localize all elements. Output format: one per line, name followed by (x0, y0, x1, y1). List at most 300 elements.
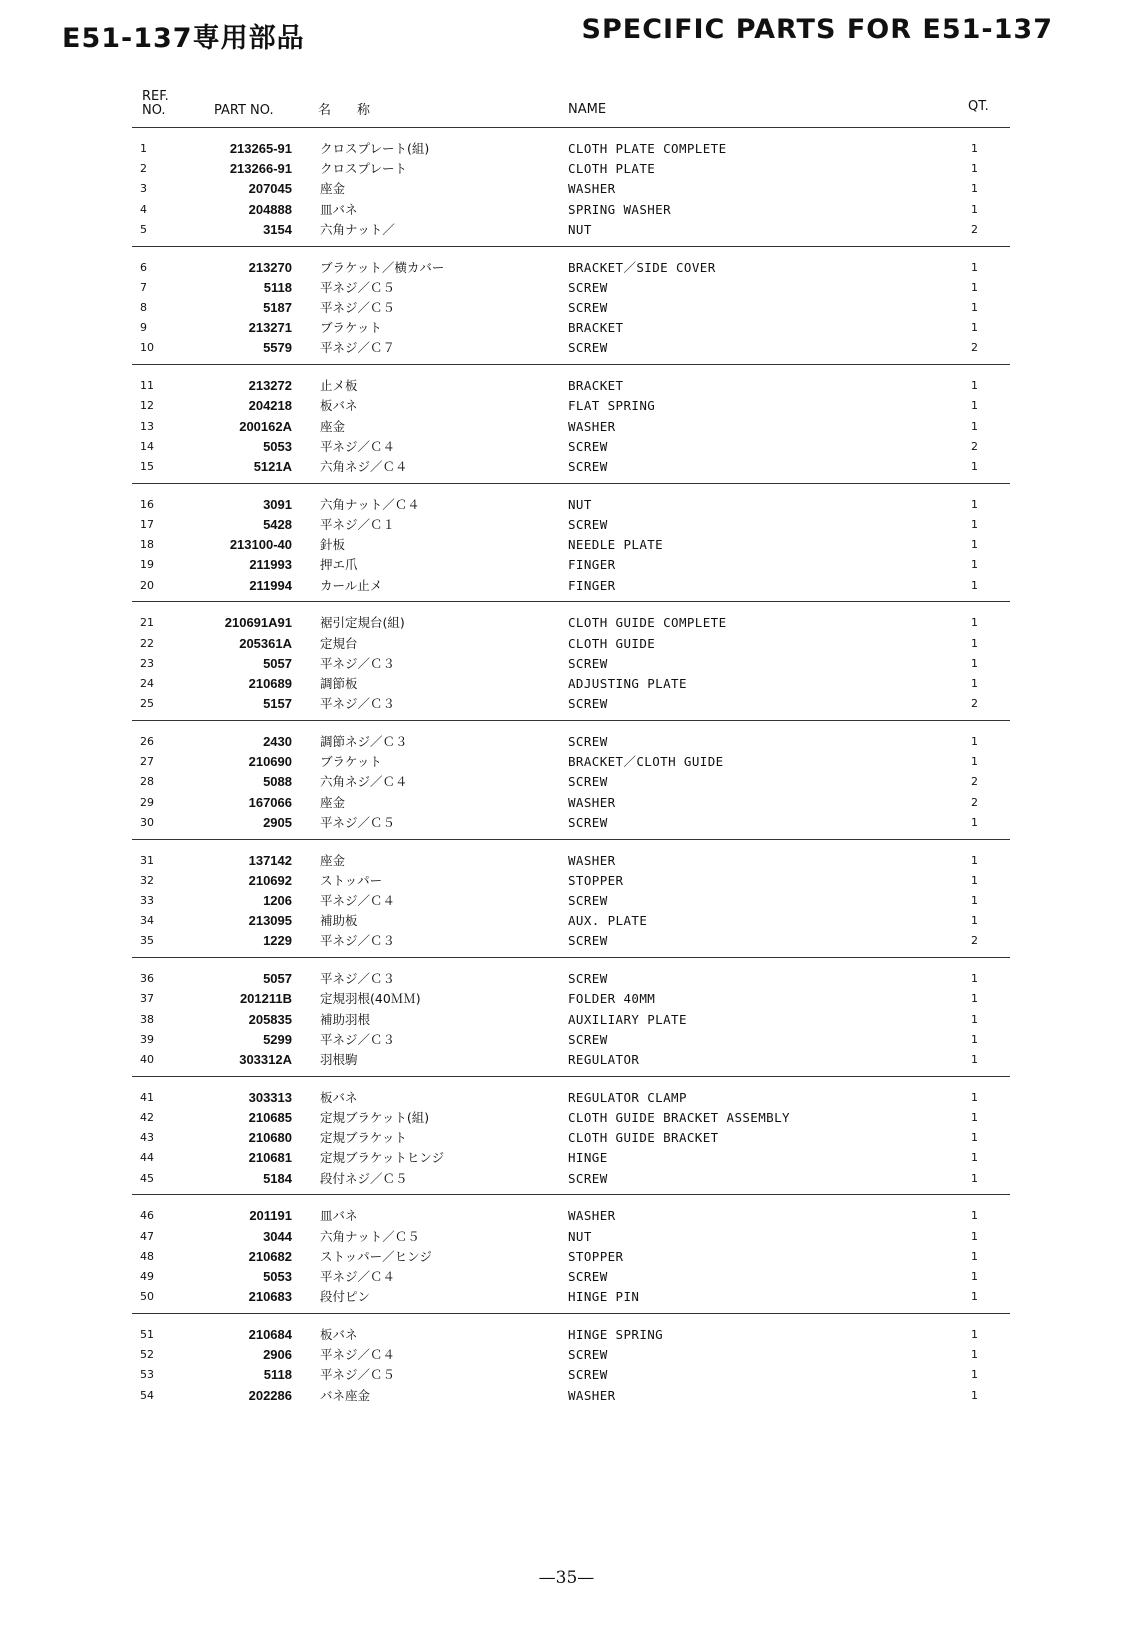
table-row (132, 1108, 1010, 1128)
page-number: —35— (538, 1568, 595, 1588)
ref-number: 25 (140, 697, 154, 711)
quantity: 1 (971, 1388, 978, 1402)
part-name-en: SCREW (568, 340, 608, 356)
parts-group (132, 495, 1010, 600)
ref-number: 26 (140, 735, 154, 748)
page-title-en: SPECIFIC PARTS FOR E51-137 (581, 14, 1053, 45)
part-name-en: AUX. PLATE (568, 913, 648, 929)
quantity: 1 (971, 1229, 978, 1243)
quantity: 1 (971, 1290, 978, 1304)
quantity: 1 (971, 873, 978, 887)
quantity: 1 (971, 321, 978, 335)
quantity: 1 (971, 1151, 978, 1165)
quantity: 1 (971, 399, 978, 413)
table-row (132, 318, 1010, 338)
quantity: 1 (971, 1012, 978, 1026)
part-name-jp: 止メ板 (320, 378, 358, 394)
quantity: 1 (971, 893, 978, 907)
ref-number: 36 (140, 972, 154, 986)
table-row (132, 1227, 1010, 1247)
part-name-jp: 平ネジ／Ｃ３ (320, 1031, 396, 1047)
group-divider (132, 957, 1010, 958)
ref-number: 49 (140, 1269, 154, 1283)
ref-number: 3 (140, 182, 147, 196)
parts-group (132, 258, 1010, 363)
part-number: 213271 (248, 320, 292, 336)
part-name-jp: 平ネジ／Ｃ５ (320, 814, 396, 830)
part-name-jp: 板バネ (320, 1089, 358, 1105)
ref-number: 51 (140, 1328, 154, 1341)
part-number: 210685 (248, 1109, 292, 1125)
group-divider (132, 1076, 1010, 1077)
quantity: 1 (971, 1368, 978, 1382)
ref-number: 6 (140, 260, 147, 274)
ref-number: 44 (140, 1151, 154, 1165)
part-name-jp: 補助羽根 (320, 1011, 371, 1027)
part-name-jp: 皿バネ (320, 1208, 358, 1224)
ref-number: 14 (140, 439, 154, 453)
part-name-en: HINGE (568, 1150, 608, 1166)
table-row (132, 437, 1010, 457)
part-number: 5184 (263, 1170, 292, 1186)
part-name-en: FLAT SPRING (568, 398, 656, 414)
table-row (132, 694, 1010, 714)
table-row (132, 278, 1010, 298)
table-row (132, 1169, 1010, 1189)
part-name-en: SCREW (568, 933, 608, 949)
part-number: 303312A (239, 1051, 292, 1067)
part-name-jp: 座金 (320, 794, 346, 810)
part-number: 210690 (248, 754, 292, 770)
table-row (132, 535, 1010, 555)
part-number: 213265-91 (229, 141, 292, 156)
part-name-jp: 定規ブラケット(組) (320, 1109, 430, 1125)
table-row (132, 200, 1010, 220)
part-name-en: SCREW (568, 299, 608, 315)
quantity: 1 (971, 1209, 978, 1223)
column-header-part-no: PART NO. (214, 103, 274, 118)
quantity: 1 (971, 1032, 978, 1046)
ref-number: 47 (140, 1229, 154, 1243)
table-row (132, 752, 1010, 772)
table-row (132, 1010, 1010, 1030)
quantity: 2 (971, 341, 978, 355)
group-divider (132, 483, 1010, 484)
parts-group (132, 1325, 1010, 1430)
part-number: 211993 (249, 557, 292, 573)
ref-number: 4 (140, 202, 147, 216)
part-name-en: CLOTH GUIDE COMPLETE (568, 615, 727, 631)
part-name-en: FOLDER 40MM (568, 991, 656, 1007)
part-name-jp: 六角ナット／Ｃ５ (320, 1228, 420, 1244)
header-divider (132, 127, 1010, 128)
part-name-en: SCREW (568, 279, 608, 295)
part-name-jp: 段付ネジ／Ｃ５ (320, 1170, 408, 1186)
ref-number: 2 (140, 162, 147, 176)
quantity: 1 (971, 558, 978, 572)
ref-number: 15 (140, 459, 154, 473)
table-row (132, 258, 1010, 278)
part-name-jp: 板バネ (320, 1327, 358, 1342)
part-name-jp: 平ネジ／Ｃ３ (320, 971, 396, 987)
quantity: 1 (971, 735, 978, 748)
table-row (132, 851, 1010, 871)
part-name-en: NUT (568, 496, 592, 512)
part-name-jp: 裾引定規台(組) (320, 615, 405, 631)
parts-group (132, 139, 1010, 244)
part-name-en: SCREW (568, 774, 608, 790)
ref-number: 10 (140, 341, 154, 355)
part-name-jp: 平ネジ／Ｃ４ (320, 438, 396, 454)
part-name-jp: 六角ネジ／Ｃ４ (320, 458, 408, 474)
parts-group (132, 969, 1010, 1074)
quantity: 2 (971, 697, 978, 711)
quantity: 1 (971, 636, 978, 650)
ref-number: 16 (140, 497, 154, 511)
part-number: 5121A (253, 458, 292, 474)
table-row (132, 576, 1010, 596)
table-row (132, 1386, 1010, 1406)
part-number: 5053 (263, 438, 292, 454)
part-name-en: SCREW (568, 696, 608, 712)
part-name-jp: 補助板 (320, 913, 358, 929)
table-row (132, 1148, 1010, 1168)
part-name-jp: ブラケット (320, 754, 382, 770)
quantity: 2 (971, 439, 978, 453)
part-name-jp: クロスプレート (320, 161, 408, 177)
table-row (132, 911, 1010, 931)
part-number: 204218 (248, 398, 292, 414)
parts-group (132, 732, 1010, 837)
column-header-qty: QT. (968, 99, 989, 114)
part-name-en: CLOTH PLATE COMPLETE (568, 141, 727, 156)
part-number: 5118 (263, 279, 292, 295)
part-number: 210684 (248, 1327, 292, 1342)
part-name-en: BRACKET／SIDE COVER (568, 259, 716, 275)
part-number: 303313 (248, 1089, 292, 1105)
quantity: 1 (971, 1052, 978, 1066)
parts-group (132, 1088, 1010, 1193)
part-number: 213270 (248, 259, 292, 275)
quantity: 1 (971, 616, 978, 630)
part-number: 207045 (248, 181, 292, 197)
quantity: 1 (971, 260, 978, 274)
table-row (132, 298, 1010, 318)
part-name-jp: 平ネジ／Ｃ４ (320, 892, 396, 908)
quantity: 1 (971, 1269, 978, 1283)
table-row (132, 139, 1010, 159)
ref-number: 30 (140, 815, 154, 829)
quantity: 1 (971, 1171, 978, 1185)
part-name-jp: 皿バネ (320, 201, 358, 217)
table-row (132, 654, 1010, 674)
part-number: 200162A (239, 418, 292, 434)
table-row (132, 376, 1010, 396)
quantity: 1 (971, 538, 978, 552)
part-name-en: WASHER (568, 794, 616, 810)
part-name-jp: 定規ブラケット (320, 1130, 407, 1146)
table-row (132, 1206, 1010, 1226)
ref-number: 27 (140, 755, 154, 769)
part-name-en: SCREW (568, 1268, 608, 1284)
part-name-en: SCREW (568, 1031, 608, 1047)
quantity: 1 (971, 815, 978, 829)
part-number: 213266-91 (229, 161, 292, 177)
part-name-jp: 六角ナット／Ｃ４ (320, 496, 420, 512)
part-name-en: NUT (568, 221, 592, 237)
part-name-en: SCREW (568, 1367, 608, 1383)
quantity: 1 (971, 972, 978, 986)
quantity: 1 (971, 1348, 978, 1362)
part-name-jp: 六角ネジ／Ｃ４ (320, 774, 408, 790)
part-number: 2906 (263, 1347, 292, 1363)
part-name-en: FINGER (568, 557, 616, 573)
quantity: 1 (971, 162, 978, 176)
part-name-jp: 平ネジ／Ｃ４ (320, 1268, 396, 1284)
part-number: 205361A (239, 635, 292, 651)
quantity: 2 (971, 222, 978, 236)
part-number: 210681 (248, 1150, 292, 1166)
table-row (132, 555, 1010, 575)
part-number: 5053 (263, 1268, 292, 1284)
group-divider (132, 364, 1010, 365)
part-number: 5579 (263, 340, 292, 356)
ref-number: 35 (140, 934, 154, 948)
ref-number: 48 (140, 1249, 154, 1263)
ref-number: 9 (140, 321, 147, 335)
column-header-ref-line1: REF. (142, 89, 169, 104)
quantity: 1 (971, 676, 978, 690)
group-divider (132, 246, 1010, 247)
part-number: 201211B (239, 991, 292, 1007)
table-row (132, 1128, 1010, 1148)
ref-number: 41 (140, 1090, 154, 1104)
part-number: 201191 (249, 1208, 292, 1224)
table-row (132, 793, 1010, 813)
column-header-ref-line2: NO. (142, 103, 166, 118)
part-number: 3091 (263, 496, 292, 512)
ref-number: 1 (140, 142, 147, 155)
part-number: 137142 (248, 852, 292, 868)
part-name-jp: 段付ピン (320, 1289, 371, 1305)
part-name-en: WASHER (568, 852, 616, 868)
table-row (132, 613, 1010, 633)
part-name-en: BRACKET (568, 320, 624, 336)
part-name-jp: 調節ネジ／Ｃ３ (320, 734, 408, 749)
part-name-en: SCREW (568, 892, 608, 908)
page-title-jp: E51-137専用部品 (62, 23, 305, 54)
table-row (132, 634, 1010, 654)
ref-number: 8 (140, 300, 147, 314)
ref-number: 40 (140, 1052, 154, 1066)
part-name-en: AUXILIARY PLATE (568, 1011, 687, 1027)
quantity: 1 (971, 914, 978, 928)
part-name-en: SCREW (568, 1170, 608, 1186)
quantity: 1 (971, 992, 978, 1006)
part-name-en: SCREW (568, 655, 608, 671)
part-number: 204888 (248, 201, 292, 217)
ref-number: 33 (140, 893, 154, 907)
part-name-en: FINGER (568, 577, 616, 593)
ref-number: 52 (140, 1348, 154, 1362)
part-name-en: STOPPER (568, 1248, 624, 1264)
part-name-en: NEEDLE PLATE (568, 537, 664, 553)
part-name-jp: 六角ナット／ (320, 221, 395, 237)
part-name-jp: 押エ爪 (320, 557, 358, 573)
part-name-en: WASHER (568, 418, 616, 434)
part-name-jp: 調節板 (320, 675, 358, 691)
part-name-en: ADJUSTING PLATE (568, 675, 687, 691)
table-row (132, 1030, 1010, 1050)
part-number: 5118 (263, 1367, 292, 1383)
table-row (132, 1247, 1010, 1267)
part-name-jp: 平ネジ／Ｃ３ (320, 933, 396, 949)
parts-group (132, 851, 1010, 956)
part-name-jp: 板バネ (320, 398, 358, 414)
quantity: 1 (971, 300, 978, 314)
table-row (132, 159, 1010, 179)
part-name-en: WASHER (568, 181, 616, 197)
ref-number: 21 (140, 616, 154, 630)
table-row (132, 417, 1010, 437)
part-name-en: HINGE PIN (568, 1289, 640, 1305)
part-name-jp: 羽根駒 (320, 1051, 358, 1067)
ref-number: 43 (140, 1131, 154, 1145)
parts-group (132, 376, 1010, 481)
ref-number: 46 (140, 1209, 154, 1223)
table-row (132, 969, 1010, 989)
quantity: 1 (971, 1131, 978, 1145)
group-divider (132, 601, 1010, 602)
part-number: 210691A91 (224, 615, 292, 631)
ref-number: 37 (140, 992, 154, 1006)
quantity: 1 (971, 1249, 978, 1263)
ref-number: 24 (140, 676, 154, 690)
quantity: 1 (971, 578, 978, 592)
table-row (132, 495, 1010, 515)
quantity: 1 (971, 517, 978, 531)
quantity: 1 (971, 379, 978, 393)
quantity: 1 (971, 497, 978, 511)
table-row (132, 220, 1010, 240)
part-name-en: SCREW (568, 458, 608, 474)
ref-number: 5 (140, 222, 147, 236)
part-number: 213100-40 (229, 537, 292, 553)
part-name-en: WASHER (568, 1387, 616, 1403)
table-row (132, 1287, 1010, 1307)
ref-number: 42 (140, 1110, 154, 1124)
part-number: 3044 (263, 1228, 292, 1244)
quantity: 2 (971, 795, 978, 809)
quantity: 1 (971, 755, 978, 769)
part-name-jp: 平ネジ／Ｃ３ (320, 696, 396, 712)
table-row (132, 515, 1010, 535)
group-divider (132, 1194, 1010, 1195)
table-row (132, 871, 1010, 891)
parts-group (132, 613, 1010, 718)
ref-number: 12 (140, 399, 154, 413)
part-name-en: SCREW (568, 971, 608, 987)
part-name-jp: 座金 (320, 418, 346, 434)
part-name-jp: 平ネジ／Ｃ５ (320, 1367, 396, 1383)
quantity: 1 (971, 853, 978, 867)
ref-number: 20 (140, 578, 154, 592)
ref-number: 39 (140, 1032, 154, 1046)
part-number: 5057 (263, 655, 292, 671)
part-name-en: CLOTH GUIDE BRACKET ASSEMBLY (568, 1109, 790, 1125)
column-header-jp-name: 名 称 (318, 103, 371, 118)
part-name-jp: 平ネジ／Ｃ５ (320, 279, 396, 295)
part-name-jp: 平ネジ／Ｃ７ (320, 340, 396, 356)
part-name-jp: ブラケット／横カバー (320, 259, 445, 275)
table-row (132, 772, 1010, 792)
table-row (132, 1345, 1010, 1365)
part-number: 2905 (263, 814, 292, 830)
part-name-jp: 平ネジ／Ｃ１ (320, 516, 396, 532)
quantity: 1 (971, 656, 978, 670)
part-number: 1229 (263, 933, 292, 949)
parts-group (132, 1206, 1010, 1311)
ref-number: 34 (140, 914, 154, 928)
table-row (132, 1088, 1010, 1108)
part-number: 5057 (263, 971, 292, 987)
part-name-en: WASHER (568, 1208, 616, 1224)
part-name-jp: ストッパー／ヒンジ (320, 1248, 432, 1264)
part-name-en: REGULATOR (568, 1051, 640, 1067)
quantity: 1 (971, 419, 978, 433)
part-name-jp: 座金 (320, 852, 346, 868)
part-name-en: SPRING WASHER (568, 201, 672, 217)
group-divider (132, 839, 1010, 840)
quantity: 1 (971, 142, 978, 155)
part-name-en: BRACKET (568, 378, 624, 394)
quantity: 1 (971, 1328, 978, 1341)
column-header-ref (142, 90, 169, 118)
quantity: 1 (971, 280, 978, 294)
quantity: 2 (971, 775, 978, 789)
ref-number: 22 (140, 636, 154, 650)
ref-number: 32 (140, 873, 154, 887)
ref-number: 7 (140, 280, 147, 294)
part-name-en: CLOTH GUIDE (568, 635, 656, 651)
part-name-jp: バネ座金 (320, 1387, 371, 1403)
table-row (132, 891, 1010, 911)
ref-number: 31 (140, 853, 154, 867)
table-row (132, 1050, 1010, 1070)
part-name-jp: 平ネジ／Ｃ４ (320, 1347, 396, 1363)
ref-number: 23 (140, 656, 154, 670)
table-row (132, 674, 1010, 694)
part-number: 5088 (263, 774, 292, 790)
part-name-jp: 針板 (320, 537, 346, 553)
part-number: 210683 (248, 1289, 292, 1305)
part-number: 210680 (248, 1130, 292, 1146)
part-name-jp: 定規羽根(40ＭＭ) (320, 991, 421, 1007)
part-number: 167066 (248, 794, 292, 810)
part-name-en: BRACKET／CLOTH GUIDE (568, 754, 724, 770)
part-number: 205835 (248, 1011, 292, 1027)
ref-number: 17 (140, 517, 154, 531)
part-name-en: REGULATOR CLAMP (568, 1089, 687, 1105)
part-number: 210689 (248, 675, 292, 691)
part-number: 5428 (263, 516, 292, 532)
part-number: 211994 (249, 577, 292, 593)
table-row (132, 989, 1010, 1009)
table-row (132, 732, 1010, 752)
table-row (132, 931, 1010, 951)
part-name-en: SCREW (568, 814, 608, 830)
part-name-jp: ブラケット (320, 320, 382, 336)
